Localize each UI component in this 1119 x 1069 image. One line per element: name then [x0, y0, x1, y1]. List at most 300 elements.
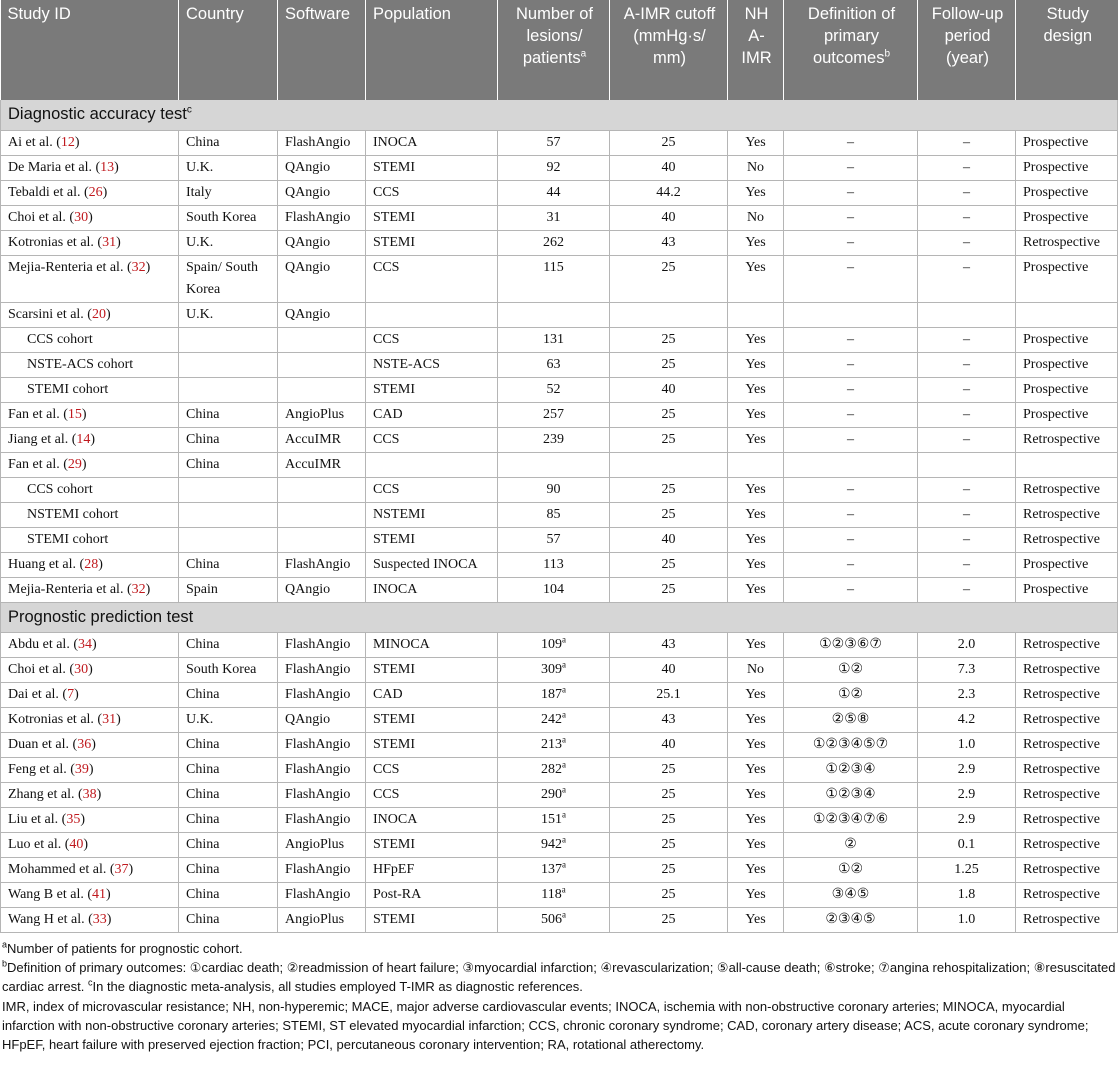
outcomes-cell: – — [784, 477, 918, 502]
cutoff-cell — [610, 302, 728, 327]
cutoff-cell: 25 — [610, 807, 728, 832]
outcomes-cell: ②⑤⑧ — [784, 707, 918, 732]
design-cell: Prospective — [1016, 180, 1118, 205]
software-cell: FlashAngio — [278, 205, 366, 230]
study-id-cell: Wang H et al. (33) — [1, 907, 179, 932]
outcomes-cell: ①②③④ — [784, 782, 918, 807]
followup-cell: 0.1 — [918, 832, 1016, 857]
n-cell: 309$^a$ — [498, 657, 610, 682]
population-cell: INOCA — [366, 130, 498, 155]
table-row — [1, 377, 1118, 402]
column-header: Study ID — [1, 0, 179, 100]
column-header: A-IMR cutoff (mmHg·s/ mm) — [610, 0, 728, 100]
cutoff-cell: 25 — [610, 327, 728, 352]
population-cell: STEMI — [366, 205, 498, 230]
n-cell: 257 — [498, 402, 610, 427]
cutoff-cell: 40 — [610, 155, 728, 180]
table-row — [1, 477, 1118, 502]
followup-cell: 2.3 — [918, 682, 1016, 707]
cutoff-cell: 25 — [610, 782, 728, 807]
nh-cell: Yes — [728, 882, 784, 907]
cutoff-cell: 40 — [610, 732, 728, 757]
population-cell: CCS — [366, 255, 498, 302]
software-cell: FlashAngio — [278, 882, 366, 907]
country-cell: China — [179, 552, 278, 577]
table-row — [1, 657, 1118, 682]
outcomes-cell: – — [784, 402, 918, 427]
n-cell: 131 — [498, 327, 610, 352]
population-cell: STEMI — [366, 907, 498, 932]
design-cell — [1016, 452, 1118, 477]
study-id-cell: Zhang et al. (38) — [1, 782, 179, 807]
table-row — [1, 452, 1118, 477]
column-header: Study design — [1016, 0, 1118, 100]
study-id-cell: Feng et al. (39) — [1, 757, 179, 782]
followup-cell: – — [918, 502, 1016, 527]
study-id-cell: Huang et al. (28) — [1, 552, 179, 577]
country-cell: U.K. — [179, 155, 278, 180]
followup-cell: – — [918, 327, 1016, 352]
table-row — [1, 832, 1118, 857]
software-cell: FlashAngio — [278, 130, 366, 155]
study-id-cell: Jiang et al. (14) — [1, 427, 179, 452]
followup-cell: 2.9 — [918, 807, 1016, 832]
n-cell: 239 — [498, 427, 610, 452]
study-id-cell: Ai et al. (12) — [1, 130, 179, 155]
software-cell: FlashAngio — [278, 632, 366, 657]
country-cell: China — [179, 682, 278, 707]
software-cell — [278, 352, 366, 377]
population-cell: NSTE-ACS — [366, 352, 498, 377]
country-cell — [179, 352, 278, 377]
design-cell: Retrospective — [1016, 807, 1118, 832]
column-header: Population — [366, 0, 498, 100]
outcomes-cell: ①②③⑥⑦ — [784, 632, 918, 657]
design-cell: Retrospective — [1016, 682, 1118, 707]
country-cell: U.K. — [179, 707, 278, 732]
table-row — [1, 402, 1118, 427]
table-row — [1, 180, 1118, 205]
population-cell — [366, 452, 498, 477]
nh-cell: Yes — [728, 857, 784, 882]
n-cell: 290$^a$ — [498, 782, 610, 807]
software-cell: AngioPlus — [278, 402, 366, 427]
design-cell: Retrospective — [1016, 857, 1118, 882]
population-cell: CCS — [366, 757, 498, 782]
population-cell: CCS — [366, 782, 498, 807]
reference-link[interactable]: 7 — [67, 686, 75, 702]
population-cell: MINOCA — [366, 632, 498, 657]
country-cell — [179, 377, 278, 402]
n-cell — [498, 452, 610, 477]
followup-cell: – — [918, 180, 1016, 205]
section-title: Diagnostic accuracy test$^c$ — [1, 100, 1118, 130]
section-header-row — [1, 602, 1118, 632]
reference-link[interactable]: 28 — [84, 556, 99, 572]
outcomes-cell: – — [784, 377, 918, 402]
cutoff-cell: 25 — [610, 427, 728, 452]
table-row — [1, 782, 1118, 807]
reference-link[interactable]: 15 — [67, 406, 82, 422]
reference-link[interactable]: 37 — [114, 861, 129, 877]
followup-cell: 4.2 — [918, 707, 1016, 732]
country-cell: China — [179, 632, 278, 657]
followup-cell: 2.9 — [918, 782, 1016, 807]
population-cell: Post-RA — [366, 882, 498, 907]
table-row — [1, 907, 1118, 932]
population-cell: STEMI — [366, 527, 498, 552]
study-id-cell: Fan et al. (29) — [1, 452, 179, 477]
cutoff-cell: 40 — [610, 205, 728, 230]
nh-cell: Yes — [728, 402, 784, 427]
population-cell — [366, 302, 498, 327]
cutoff-cell: 25 — [610, 577, 728, 602]
outcomes-cell: ①② — [784, 857, 918, 882]
country-cell — [179, 477, 278, 502]
table-row — [1, 230, 1118, 255]
software-cell: AccuIMR — [278, 427, 366, 452]
study-id-cell: Dai et al. (7) — [1, 682, 179, 707]
reference-link[interactable]: 35 — [66, 811, 81, 827]
reference-link[interactable]: 14 — [76, 431, 91, 447]
reference-link[interactable]: 38 — [82, 786, 97, 802]
n-cell: 942$^a$ — [498, 832, 610, 857]
nh-cell: No — [728, 155, 784, 180]
reference-link[interactable]: 32 — [131, 259, 146, 275]
country-cell: China — [179, 807, 278, 832]
n-cell: 63 — [498, 352, 610, 377]
n-cell: 151$^a$ — [498, 807, 610, 832]
followup-cell: – — [918, 577, 1016, 602]
cutoff-cell: 40 — [610, 377, 728, 402]
country-cell: U.K. — [179, 230, 278, 255]
study-id-cell: Wang B et al. (41) — [1, 882, 179, 907]
design-cell — [1016, 302, 1118, 327]
column-header: NH A-IMR — [728, 0, 784, 100]
software-cell — [278, 477, 366, 502]
reference-link[interactable]: 33 — [92, 911, 107, 927]
study-id-cell: Mohammed et al. (37) — [1, 857, 179, 882]
n-cell: 282$^a$ — [498, 757, 610, 782]
cutoff-cell: 25 — [610, 130, 728, 155]
cutoff-cell: 25 — [610, 882, 728, 907]
software-cell: QAngio — [278, 230, 366, 255]
reference-link[interactable]: 30 — [74, 661, 89, 677]
table-row — [1, 427, 1118, 452]
followup-cell: – — [918, 427, 1016, 452]
followup-cell: – — [918, 130, 1016, 155]
population-cell: CAD — [366, 682, 498, 707]
outcomes-cell: – — [784, 230, 918, 255]
design-cell: Retrospective — [1016, 632, 1118, 657]
study-id-cell: NSTE-ACS cohort — [1, 352, 179, 377]
design-cell: Prospective — [1016, 377, 1118, 402]
reference-link[interactable]: 32 — [131, 581, 146, 597]
population-cell: CCS — [366, 180, 498, 205]
study-id-cell: Tebaldi et al. (26) — [1, 180, 179, 205]
outcomes-cell: – — [784, 352, 918, 377]
footnote-a: $^a$Number of patients for prognostic cohort. — [2, 939, 243, 956]
section-header-row — [1, 100, 1118, 130]
software-cell: FlashAngio — [278, 552, 366, 577]
cutoff-cell: 43 — [610, 707, 728, 732]
cutoff-cell: 25.1 — [610, 682, 728, 707]
software-cell: QAngio — [278, 577, 366, 602]
software-cell: FlashAngio — [278, 807, 366, 832]
table-row — [1, 352, 1118, 377]
cutoff-cell: 25 — [610, 402, 728, 427]
software-cell: FlashAngio — [278, 732, 366, 757]
software-cell — [278, 327, 366, 352]
followup-cell: – — [918, 552, 1016, 577]
population-cell: CCS — [366, 327, 498, 352]
study-id-cell: Mejia-Renteria et al. (32) — [1, 255, 179, 302]
followup-cell: – — [918, 527, 1016, 552]
n-cell — [498, 302, 610, 327]
table-row — [1, 255, 1118, 302]
population-cell: INOCA — [366, 577, 498, 602]
outcomes-cell: – — [784, 527, 918, 552]
nh-cell: Yes — [728, 732, 784, 757]
followup-cell: 1.0 — [918, 907, 1016, 932]
reference-link[interactable]: 41 — [92, 886, 107, 902]
reference-link[interactable]: 13 — [100, 159, 115, 175]
country-cell: China — [179, 882, 278, 907]
reference-link[interactable]: 39 — [74, 761, 89, 777]
table-body — [1, 100, 1118, 932]
software-cell: FlashAngio — [278, 782, 366, 807]
outcomes-cell: ①② — [784, 657, 918, 682]
reference-link[interactable]: 26 — [88, 184, 103, 200]
population-cell: NSTEMI — [366, 502, 498, 527]
population-cell: CCS — [366, 427, 498, 452]
nh-cell: Yes — [728, 757, 784, 782]
nh-cell: Yes — [728, 477, 784, 502]
followup-cell: – — [918, 377, 1016, 402]
cutoff-cell: 25 — [610, 255, 728, 302]
reference-link[interactable]: 34 — [77, 636, 92, 652]
nh-cell: Yes — [728, 502, 784, 527]
column-header: Country — [179, 0, 278, 100]
design-cell: Retrospective — [1016, 832, 1118, 857]
reference-link[interactable]: 31 — [102, 711, 117, 727]
design-cell: Retrospective — [1016, 757, 1118, 782]
followup-cell: 7.3 — [918, 657, 1016, 682]
reference-link[interactable]: 31 — [102, 234, 117, 250]
study-id-cell: Liu et al. (35) — [1, 807, 179, 832]
design-cell: Retrospective — [1016, 882, 1118, 907]
cutoff-cell: 43 — [610, 230, 728, 255]
outcomes-cell: – — [784, 427, 918, 452]
country-cell: China — [179, 732, 278, 757]
cutoff-cell: 40 — [610, 657, 728, 682]
followup-cell: – — [918, 205, 1016, 230]
country-cell: Spain/ South Korea — [179, 255, 278, 302]
design-cell: Retrospective — [1016, 707, 1118, 732]
outcomes-cell: – — [784, 155, 918, 180]
nh-cell: Yes — [728, 682, 784, 707]
cutoff-cell: 25 — [610, 832, 728, 857]
population-cell: Suspected INOCA — [366, 552, 498, 577]
followup-cell — [918, 452, 1016, 477]
nh-cell: Yes — [728, 807, 784, 832]
software-cell: FlashAngio — [278, 757, 366, 782]
table-footnotes — [0, 933, 1119, 1054]
population-cell: STEMI — [366, 377, 498, 402]
study-id-cell: Choi et al. (30) — [1, 205, 179, 230]
study-id-cell: Abdu et al. (34) — [1, 632, 179, 657]
reference-link[interactable]: 30 — [74, 209, 89, 225]
design-cell: Retrospective — [1016, 477, 1118, 502]
software-cell: QAngio — [278, 255, 366, 302]
table-row — [1, 552, 1118, 577]
followup-cell: – — [918, 155, 1016, 180]
outcomes-cell: ①②③④⑤⑦ — [784, 732, 918, 757]
software-cell: FlashAngio — [278, 857, 366, 882]
n-cell: 213$^a$ — [498, 732, 610, 757]
study-id-cell: Fan et al. (15) — [1, 402, 179, 427]
footnote-abbreviations: IMR, index of microvascular resistance; NH, non-hyperemic; MACE, major adverse cardiovascular events; INOCA, ischemia with non-obstructive coronary arteries; MINOCA, myocardial infarction with non-obstructive coronary arteries; STEMI, ST elevated myocardial infarction; CCS, chronic coronary syndrome; CAD, coronary artery disease; ACS, acute coronary syndrome; HFpEF, heart failure with preserved ejection fraction; PCI, percutaneous coronary intervention; RA, rotational atherectomy. — [2, 998, 1089, 1052]
population-cell: STEMI — [366, 155, 498, 180]
design-cell: Retrospective — [1016, 782, 1118, 807]
software-cell: QAngio — [278, 302, 366, 327]
n-cell: 109$^a$ — [498, 632, 610, 657]
n-cell: 137$^a$ — [498, 857, 610, 882]
nh-cell: Yes — [728, 352, 784, 377]
table-row — [1, 130, 1118, 155]
country-cell: South Korea — [179, 657, 278, 682]
outcomes-cell: – — [784, 577, 918, 602]
followup-cell: 1.0 — [918, 732, 1016, 757]
table-row — [1, 302, 1118, 327]
cutoff-cell: 43 — [610, 632, 728, 657]
nh-cell — [728, 452, 784, 477]
outcomes-cell — [784, 302, 918, 327]
nh-cell: Yes — [728, 427, 784, 452]
country-cell: South Korea — [179, 205, 278, 230]
cutoff-cell — [610, 452, 728, 477]
outcomes-cell: – — [784, 327, 918, 352]
study-id-cell: CCS cohort — [1, 477, 179, 502]
n-cell: 85 — [498, 502, 610, 527]
table-row — [1, 327, 1118, 352]
study-id-cell: Choi et al. (30) — [1, 657, 179, 682]
software-cell: FlashAngio — [278, 682, 366, 707]
nh-cell: No — [728, 205, 784, 230]
cutoff-cell: 25 — [610, 757, 728, 782]
design-cell: Prospective — [1016, 130, 1118, 155]
software-cell: AngioPlus — [278, 907, 366, 932]
nh-cell: Yes — [728, 832, 784, 857]
country-cell: Spain — [179, 577, 278, 602]
software-cell — [278, 527, 366, 552]
cutoff-cell: 40 — [610, 527, 728, 552]
design-cell: Prospective — [1016, 402, 1118, 427]
design-cell: Retrospective — [1016, 732, 1118, 757]
followup-cell: 1.25 — [918, 857, 1016, 882]
software-cell: QAngio — [278, 180, 366, 205]
followup-cell: 2.0 — [918, 632, 1016, 657]
cutoff-cell: 25 — [610, 352, 728, 377]
table-row — [1, 527, 1118, 552]
population-cell: CCS — [366, 477, 498, 502]
reference-link[interactable]: 36 — [77, 736, 92, 752]
nh-cell: No — [728, 657, 784, 682]
design-cell: Prospective — [1016, 255, 1118, 302]
table-row — [1, 682, 1118, 707]
nh-cell: Yes — [728, 577, 784, 602]
n-cell: 113 — [498, 552, 610, 577]
design-cell: Retrospective — [1016, 427, 1118, 452]
n-cell: 44 — [498, 180, 610, 205]
country-cell: China — [179, 402, 278, 427]
outcomes-cell: – — [784, 502, 918, 527]
column-header: Software — [278, 0, 366, 100]
outcomes-cell: – — [784, 130, 918, 155]
reference-link[interactable]: 29 — [67, 456, 82, 472]
n-cell: 31 — [498, 205, 610, 230]
population-cell: INOCA — [366, 807, 498, 832]
study-id-cell: NSTEMI cohort — [1, 502, 179, 527]
n-cell: 262 — [498, 230, 610, 255]
design-cell: Prospective — [1016, 352, 1118, 377]
nh-cell: Yes — [728, 552, 784, 577]
country-cell: China — [179, 452, 278, 477]
outcomes-cell: ①② — [784, 682, 918, 707]
table-row — [1, 707, 1118, 732]
table-row — [1, 857, 1118, 882]
study-id-cell: Kotronias et al. (31) — [1, 707, 179, 732]
nh-cell: Yes — [728, 707, 784, 732]
outcomes-cell: – — [784, 180, 918, 205]
study-id-cell: Duan et al. (36) — [1, 732, 179, 757]
country-cell: China — [179, 757, 278, 782]
cutoff-cell: 25 — [610, 502, 728, 527]
software-cell: QAngio — [278, 707, 366, 732]
cutoff-cell: 25 — [610, 907, 728, 932]
population-cell: STEMI — [366, 657, 498, 682]
design-cell: Prospective — [1016, 552, 1118, 577]
study-id-cell: CCS cohort — [1, 327, 179, 352]
table-row — [1, 757, 1118, 782]
n-cell: 92 — [498, 155, 610, 180]
population-cell: HFpEF — [366, 857, 498, 882]
reference-link[interactable]: 40 — [69, 836, 84, 852]
design-cell: Prospective — [1016, 577, 1118, 602]
reference-link[interactable]: 20 — [91, 306, 106, 322]
design-cell: Retrospective — [1016, 527, 1118, 552]
followup-cell: – — [918, 255, 1016, 302]
nh-cell: Yes — [728, 230, 784, 255]
column-header: Definition of primary outcomes$^b$ — [784, 0, 918, 100]
study-id-cell: STEMI cohort — [1, 377, 179, 402]
table-row — [1, 577, 1118, 602]
header-row — [1, 0, 1118, 100]
nh-cell: Yes — [728, 377, 784, 402]
outcomes-cell: ①②③④⑦⑥ — [784, 807, 918, 832]
design-cell: Retrospective — [1016, 907, 1118, 932]
outcomes-cell: ①②③④ — [784, 757, 918, 782]
reference-link[interactable]: 12 — [60, 134, 75, 150]
country-cell: U.K. — [179, 302, 278, 327]
nh-cell: Yes — [728, 130, 784, 155]
design-cell: Prospective — [1016, 205, 1118, 230]
table-row — [1, 502, 1118, 527]
nh-cell: Yes — [728, 632, 784, 657]
outcomes-cell — [784, 452, 918, 477]
outcomes-cell: ③④⑤ — [784, 882, 918, 907]
software-cell: QAngio — [278, 155, 366, 180]
